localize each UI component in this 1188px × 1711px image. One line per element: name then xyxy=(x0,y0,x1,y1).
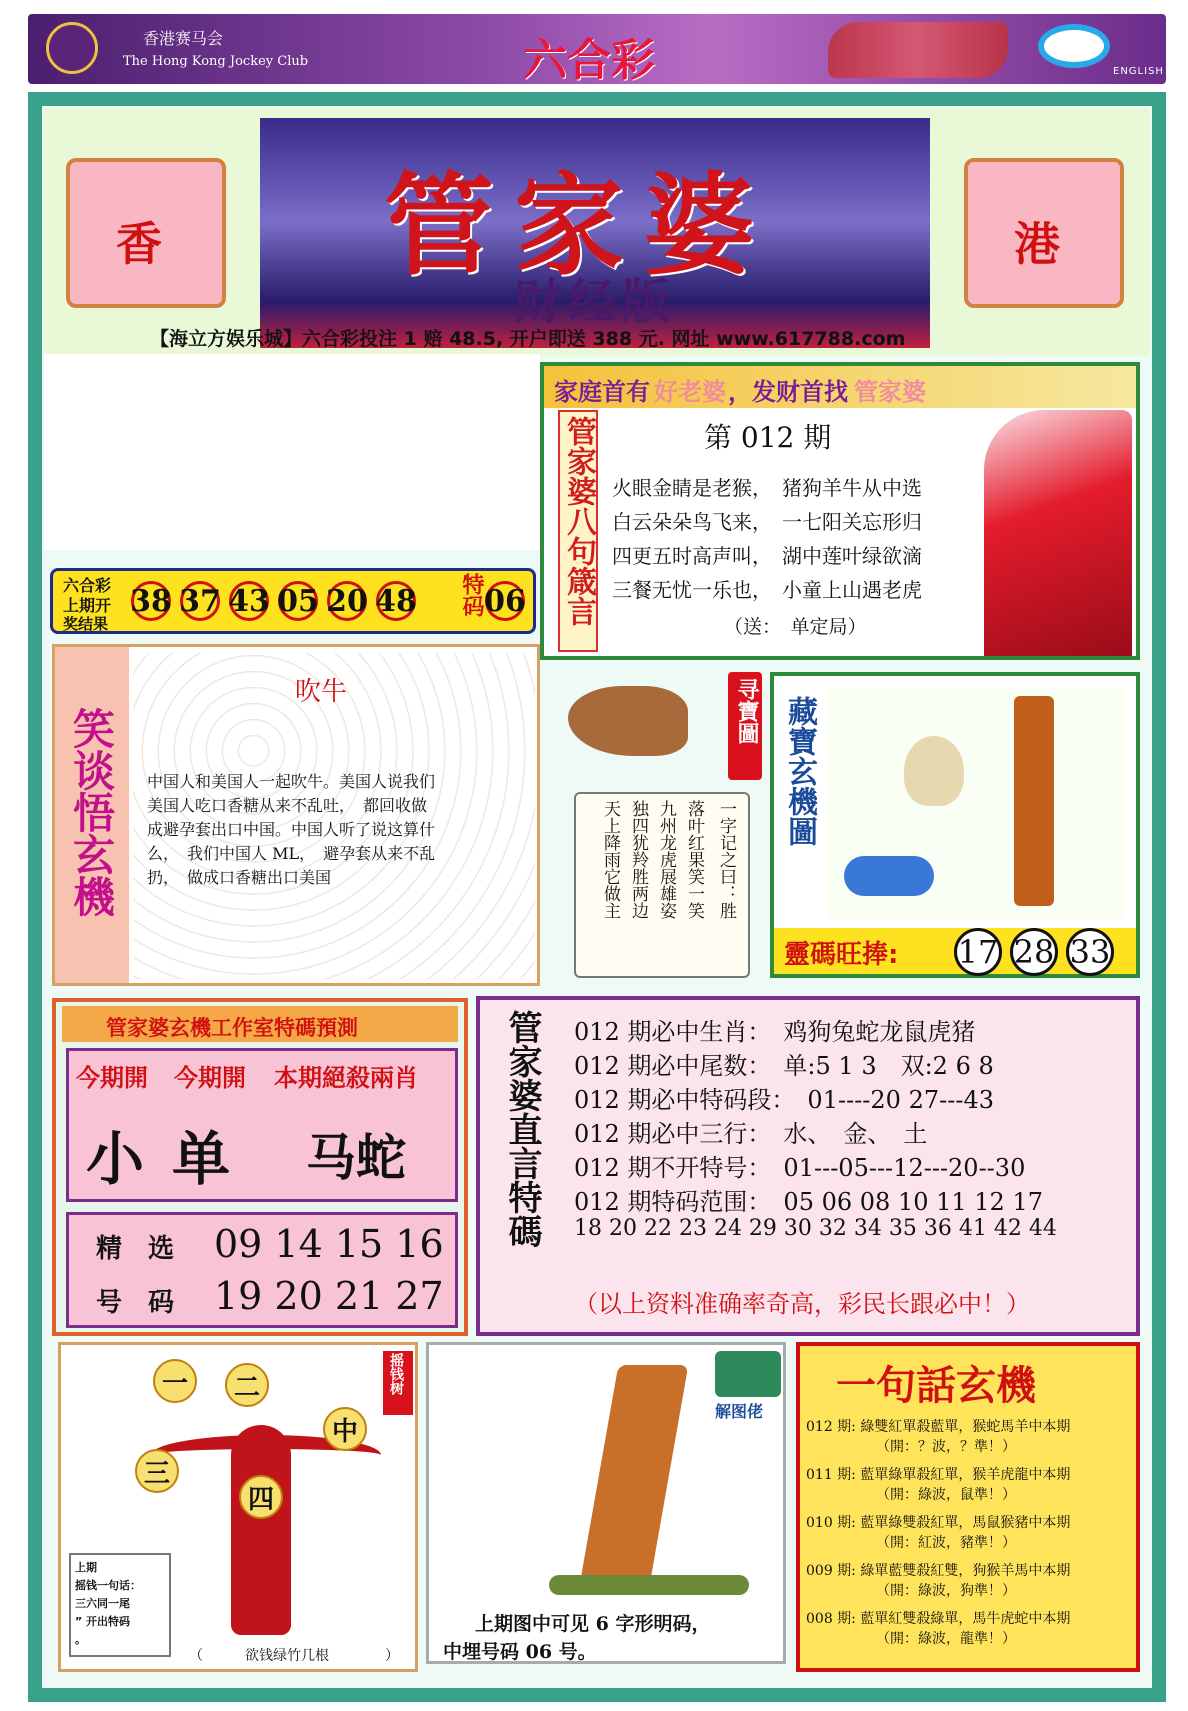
club-name-cn[interactable]: 香港赛马会 xyxy=(143,29,224,48)
result-ball: 48 xyxy=(376,581,416,621)
bird-icon xyxy=(904,736,964,806)
snake-illustration xyxy=(580,1365,689,1585)
slogan-c: ，发财首找 xyxy=(728,378,848,406)
last-result-bar xyxy=(50,568,536,634)
top-header xyxy=(28,14,1166,84)
scroll-col-title: 一字记之曰：胜 xyxy=(716,800,736,919)
poem-line-1: 火眼金睛是老猴， 猪狗羊牛从中选 xyxy=(612,476,922,500)
poem-line-2: 白云朵朵鸟飞来， 一七阳关忘形归 xyxy=(612,510,922,534)
horse-rider-icon xyxy=(568,686,688,756)
oneline-row-5a: 008 期: 藍單紅雙殺綠單，馬牛虎蛇中本期 xyxy=(806,1611,1071,1627)
treasure-side-title: 藏寶玄機圖 xyxy=(782,696,817,846)
result-ball: 05 xyxy=(278,581,318,621)
selected-row-1: 09 14 15 16 xyxy=(214,1222,444,1266)
oneline-row-1a: 012 期: 綠雙紅單殺藍單，猴蛇馬羊中本期 xyxy=(806,1419,1071,1435)
picture-panel xyxy=(426,1342,786,1664)
tree-note-2: 摇钱一句话： xyxy=(75,1579,141,1592)
direct-line-1: 012 期必中生肖： 鸡狗兔蛇龙鼠虎猪 xyxy=(574,1018,976,1046)
slogan-a: 家庭首有 xyxy=(554,378,650,406)
result-ball: 38 xyxy=(131,581,171,621)
poem-line-4: 三餐无忧一乐也， 小童上山遇老虎 xyxy=(612,578,922,602)
direct-side-title: 管家婆直言特碼 xyxy=(502,1010,542,1248)
direct-tips-panel xyxy=(476,996,1140,1336)
horse-racing-icon xyxy=(828,22,1008,78)
fruit-3: 三 xyxy=(135,1449,179,1493)
oneline-row-4a: 009 期: 綠單藍雙殺紅雙，狗猴羊馬中本期 xyxy=(806,1563,1071,1579)
direct-footer: （以上资料准确率奇高，彩民长跟必中！） xyxy=(574,1290,1030,1318)
english-link[interactable]: ENGLISH xyxy=(1113,66,1164,77)
banner-title: 管家婆 xyxy=(384,161,774,290)
lottery-title[interactable]: 六合彩 xyxy=(523,35,655,86)
direct-line-4: 012 期必中三行： 水、 金、 土 xyxy=(574,1120,928,1148)
result-label-b: 上期开 xyxy=(63,596,112,615)
scroll-col-2: 九州龙虎展雄姿 xyxy=(656,800,676,919)
club-name-en[interactable]: The Hong Kong Jockey Club xyxy=(123,54,309,69)
poem-line-3: 四更五时高声叫， 湖中莲叶绿欲滴 xyxy=(612,544,922,568)
tree-note-1: 上期 xyxy=(75,1561,97,1574)
prediction-title: 管家婆玄機工作室特碼預測 xyxy=(106,1016,358,1040)
oneline-title: 一句話玄機 xyxy=(836,1363,1036,1409)
result-label-c: 奖结果 xyxy=(63,615,109,633)
oneline-row-4b: （開：綠波，狗準！） xyxy=(876,1583,1016,1599)
bride-image xyxy=(984,410,1132,656)
poem-side-title: 管家婆八句箴言 xyxy=(561,416,596,626)
oneline-row-1b: （開：？波，？準！） xyxy=(876,1439,1016,1455)
fruit-4: 四 xyxy=(239,1475,283,1519)
scroll-badge: 寻寶圖 xyxy=(734,678,759,744)
oneline-panel xyxy=(796,1342,1140,1672)
tree-badge: 摇钱树 xyxy=(388,1353,404,1395)
result-label-a: 六合彩 xyxy=(63,576,112,595)
fruit-1: 一 xyxy=(153,1359,197,1403)
scroll-col-4: 天上降雨它做主 xyxy=(600,800,620,919)
slogan-b: 好老婆 xyxy=(654,378,726,406)
scroll-col-3: 独四犹羚胜两边 xyxy=(628,800,648,919)
right-badge: 港 xyxy=(1014,217,1060,271)
prediction-value-3: 马蛇 xyxy=(306,1129,406,1187)
interpreter-badge[interactable]: 解图佬 xyxy=(715,1402,764,1421)
poem-panel xyxy=(540,362,1140,660)
mark-six-logo[interactable] xyxy=(1038,24,1110,68)
oneline-row-5b: （開：綠波，龍準！） xyxy=(876,1631,1016,1647)
special-ball: 06 xyxy=(485,581,525,621)
tree-note-5: 。 xyxy=(75,1633,86,1646)
oneline-row-2a: 011 期: 藍單綠單殺紅單，猴羊虎龍中本期 xyxy=(806,1467,1071,1483)
poem-issue: 第 012 期 xyxy=(704,421,832,454)
interpreter-icon[interactable] xyxy=(715,1351,781,1397)
result-balls xyxy=(131,581,425,621)
prediction-head-1: 今期開 xyxy=(76,1064,148,1092)
money-tree-panel xyxy=(58,1342,418,1672)
tree-4-shape xyxy=(1014,696,1054,906)
result-ball: 43 xyxy=(229,581,269,621)
prediction-panel xyxy=(52,998,468,1336)
treasure-ball: 17 xyxy=(954,928,1002,976)
prediction-head-2: 今期開 xyxy=(174,1064,246,1092)
direct-line-3: 012 期必中特码段： 01----20 27---43 xyxy=(574,1086,994,1114)
treasure-panel xyxy=(770,672,1140,978)
picture-caption-b: 中埋号码 06 号。 xyxy=(443,1641,597,1663)
joke-panel xyxy=(52,644,540,986)
tree-note-3: 三六同一尾 xyxy=(75,1597,130,1610)
tree-caption: （ 欲钱绿竹几根 ） xyxy=(189,1648,399,1664)
direct-line-5: 012 期不开特号： 01---05---12---20--30 xyxy=(574,1154,1026,1182)
result-ball: 37 xyxy=(180,581,220,621)
scroll-col-1: 落叶红果笑一笑 xyxy=(684,800,704,919)
joke-line-4: 么， 我们中国人 ML， 避孕套从来不乱 xyxy=(147,844,436,863)
fruit-5: 中 xyxy=(323,1407,367,1451)
grass-illustration xyxy=(549,1575,749,1595)
oneline-row-3b: （開：紅波，豬準！） xyxy=(876,1535,1016,1551)
direct-line-7: 18 20 22 23 24 29 30 32 34 35 36 41 42 44 xyxy=(574,1216,1057,1241)
joke-side-title: 笑谈悟玄機 xyxy=(67,707,116,917)
selected-row-2: 19 20 21 27 xyxy=(214,1274,444,1318)
blue-rocks xyxy=(844,856,934,896)
joke-line-3: 成避孕套出口中国。中国人听了说这算什 xyxy=(147,820,436,839)
prediction-value-1: 小 xyxy=(86,1125,145,1193)
oneline-row-2b: （開：綠波，鼠準！） xyxy=(876,1487,1016,1503)
fruit-2: 二 xyxy=(225,1363,269,1407)
prediction-value-2: 单 xyxy=(172,1125,231,1193)
scroll-panel xyxy=(548,668,768,988)
poem-footer: （送： 单定局） xyxy=(724,616,867,638)
blank-panel xyxy=(44,354,540,550)
slogan-d: 管家婆 xyxy=(854,378,926,406)
joke-line-5: 扔， 做成口香糖出口美国 xyxy=(147,868,332,887)
direct-line-2: 012 期必中尾数： 单:5 1 3 双:2 6 8 xyxy=(574,1052,994,1080)
treasure-numbers xyxy=(946,928,1114,976)
joke-line-2: 美国人吃口香糖从来不乱吐， 都回收做 xyxy=(147,796,428,815)
treasure-ball: 33 xyxy=(1066,928,1114,976)
selected-label-a: 精 选 xyxy=(96,1234,175,1264)
banner xyxy=(44,108,1150,356)
result-ball: 20 xyxy=(327,581,367,621)
oneline-row-3a: 010 期: 藍單綠雙殺紅單，馬鼠猴豬中本期 xyxy=(806,1515,1071,1531)
direct-line-6: 012 期特码范围： 05 06 08 10 11 12 17 xyxy=(574,1188,1043,1216)
prediction-head-3: 本期絕殺兩肖 xyxy=(274,1064,418,1092)
left-badge: 香 xyxy=(116,217,162,271)
special-label: 特码 xyxy=(459,573,484,617)
treasure-label: 靈碼旺捧: xyxy=(784,940,899,970)
banner-subtitle: 财经版 xyxy=(514,274,677,330)
joke-title: 吹牛 xyxy=(295,677,348,707)
joke-line-1: 中国人和美国人一起吹牛。美国人说我们 xyxy=(147,772,436,791)
tree-note-4: ” 开出特码 xyxy=(75,1615,131,1628)
ad-line[interactable]: 【海立方娱乐城】六合彩投注 1 赔 48.5, 开户即送 388 元. 网址 www.617788.com xyxy=(150,328,906,350)
treasure-ball: 28 xyxy=(1010,928,1058,976)
jockey-club-logo[interactable] xyxy=(46,22,98,74)
picture-caption-a: 上期图中可见 6 字形明码， xyxy=(475,1613,711,1635)
selected-label-b: 号 码 xyxy=(96,1288,175,1318)
